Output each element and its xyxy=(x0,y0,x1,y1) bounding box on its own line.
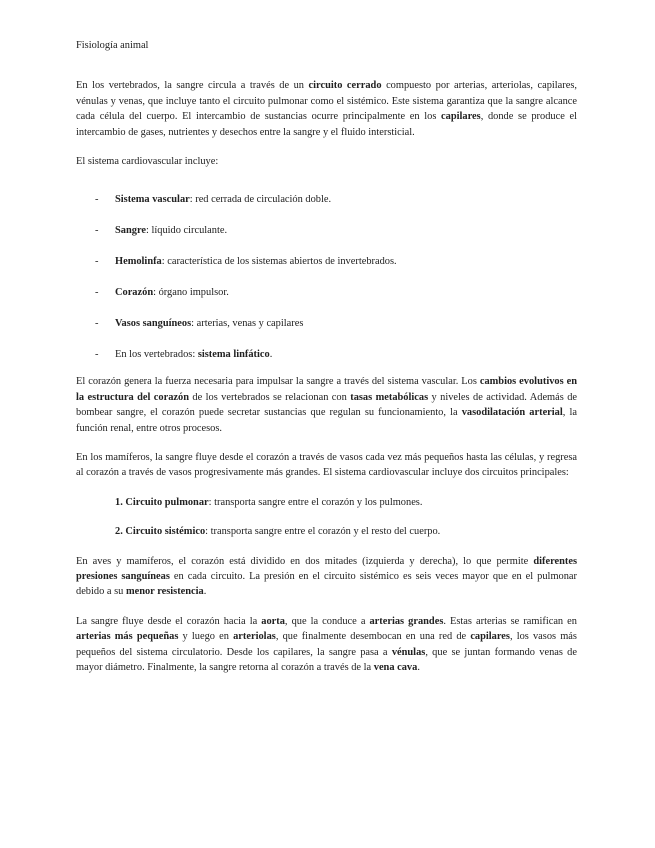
bold-term: Circuito sistémico xyxy=(125,526,206,538)
text-run: , que la conduce a xyxy=(284,615,370,627)
text-run: y niveles de actividad. Además de bombear sangre, el corazón puede secretar sustancias que regulan su funcionamiento, la xyxy=(76,391,578,419)
list-item xyxy=(76,316,577,331)
list-number: 1. xyxy=(115,496,123,508)
text-run: y luego en xyxy=(178,631,234,643)
bold-term: menor resistencia xyxy=(125,586,204,598)
text-run: La sangre fluye desde el corazón hacia la xyxy=(76,615,262,627)
text-run: : transporta sangre entre el corazón y el resto del cuerpo. xyxy=(205,526,441,538)
bold-term: Hemolinfa xyxy=(115,256,162,268)
text-run: . xyxy=(269,348,273,360)
bold-term: Sangre xyxy=(115,225,146,237)
text-run: En aves y mamíferos, el corazón está dividido en dos mitades (izquierda y derecha), lo que permite xyxy=(76,555,534,567)
paragraph-mamiferos: En los mamíferos, la sangre fluye desde el corazón a través de vasos cada vez más pequeños hasta las células, y regresa al corazón a través de vasos progresivamente más grandes. El sistema cardiovascular incluye dos circuitos principales: xyxy=(76,451,577,479)
circuit-list xyxy=(76,495,577,540)
paragraph-corazon xyxy=(76,374,577,436)
text-run: . Estas arterias se ramifican en xyxy=(443,615,577,627)
text-run: , los vasos más pequeños del sistema circulatorio. Desde los capilares, la sangre pasa a xyxy=(76,631,577,658)
text-run: : líquido circulante. xyxy=(145,225,228,237)
text-run: : arterias, venas y capilares xyxy=(191,318,304,329)
document-title: Fisiología animal xyxy=(76,40,149,51)
list-item xyxy=(76,223,577,238)
component-list xyxy=(76,192,577,362)
dash-bullet: - xyxy=(95,348,99,360)
bold-term: Sistema vascular xyxy=(115,194,190,206)
dash-bullet: - xyxy=(95,318,99,329)
text-run: en cada circuito. La presión en el circuito sistémico es seis veces mayor que en el pulmonar debido a su xyxy=(76,570,577,598)
text-run: compuesto por arterias, arteriolas, capilares, vénulas y venas, que incluye tanto el circuito pulmonar como el sistémico. Este sistema garantiza que la sangre alcance cada célula del cuerpo. El intercambio de sustancias ocurre principalmente en los xyxy=(76,80,577,123)
list-number: 2. xyxy=(115,526,123,538)
paragraph-circuito-cerrado xyxy=(76,78,577,140)
text-run: El corazón genera la fuerza necesaria para impulsar la sangre a través del sistema vascular. Los xyxy=(76,376,480,388)
bold-term: diferentes presiones sanguíneas xyxy=(76,555,577,582)
list-item xyxy=(76,524,577,539)
list-item xyxy=(76,347,577,362)
bold-term: aorta xyxy=(261,615,285,627)
bold-term: vasodilatación arterial xyxy=(461,407,563,419)
list-item xyxy=(76,495,577,510)
text-run: En los vertebrados: xyxy=(115,348,198,360)
text-run: : red cerrada de circulación doble. xyxy=(189,194,332,206)
dash-bullet: - xyxy=(95,256,99,268)
text-run: de los vertebrados se relacionan con xyxy=(188,391,351,403)
paragraph-flujo xyxy=(76,614,577,676)
bold-term: arterias grandes xyxy=(369,615,444,627)
bold-term: arteriolas xyxy=(233,631,276,643)
text-run: : característica de los sistemas abiertos de invertebrados. xyxy=(161,256,397,268)
dash-bullet: - xyxy=(95,225,99,237)
bold-term: tasas metabólicas xyxy=(350,391,429,403)
bold-term: Vasos sanguíneos xyxy=(115,318,192,329)
dash-bullet: - xyxy=(95,194,99,206)
bold-term: vénulas xyxy=(391,646,426,658)
list-intro: El sistema cardiovascular incluye: xyxy=(76,156,219,168)
list-item xyxy=(76,285,577,300)
bold-term: Circuito pulmonar xyxy=(125,496,209,508)
text-run: , donde se produce el intercambio de gases, nutrientes y desechos entre la sangre y el fluido intersticial. xyxy=(76,111,577,138)
dash-bullet: - xyxy=(95,287,99,299)
text-run: : órgano impulsor. xyxy=(153,287,229,299)
text-run: . xyxy=(203,586,207,598)
text-run: . xyxy=(417,661,420,673)
text-run: , que finalmente desembocan en una red de xyxy=(275,631,471,643)
bold-term: sistema linfático xyxy=(197,348,270,360)
bold-term: circuito cerrado xyxy=(308,80,382,92)
text-run: , la función renal, entre otros procesos. xyxy=(76,407,577,434)
bold-term: Corazón xyxy=(115,287,154,299)
paragraph-aves xyxy=(76,554,577,600)
document-page xyxy=(76,38,577,675)
bold-term: capilares xyxy=(441,111,481,123)
bold-term: capilares xyxy=(470,631,510,643)
text-run: En los vertebrados, la sangre circula a través de un xyxy=(76,80,309,92)
bold-term: arterias más pequeñas xyxy=(76,631,179,643)
list-item xyxy=(76,192,577,207)
bold-term: cambios evolutivos en la estructura del corazón xyxy=(76,376,577,403)
bold-term: vena cava xyxy=(373,661,418,673)
list-item xyxy=(76,254,577,269)
text-run: : transporta sangre entre el corazón y los pulmones. xyxy=(208,496,423,508)
text-run: , que se juntan formando venas de mayor diámetro. Finalmente, la sangre retorna al corazón a través de la xyxy=(76,646,577,673)
